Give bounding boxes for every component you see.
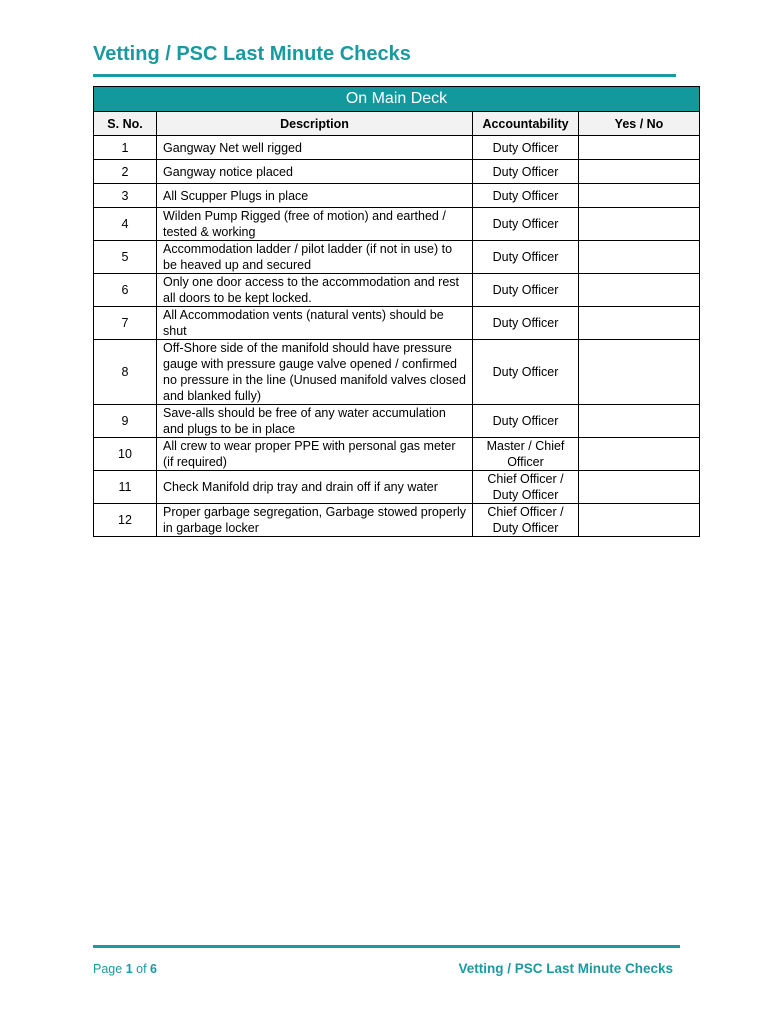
row-description: Proper garbage segregation, Garbage stowed properly in garbage locker (157, 504, 473, 537)
footer-title: Vetting / PSC Last Minute Checks (458, 961, 673, 976)
page-of: of (136, 962, 147, 976)
table-row (94, 160, 700, 184)
row-yesno[interactable] (579, 405, 700, 438)
row-accountability: Duty Officer (473, 241, 579, 274)
row-sno: 10 (94, 438, 157, 471)
row-description: All Accommodation vents (natural vents) should be shut (157, 307, 473, 340)
table-row (94, 136, 700, 160)
row-sno: 4 (94, 208, 157, 241)
table-row (94, 307, 700, 340)
row-description: Save-alls should be free of any water accumulation and plugs to be in place (157, 405, 473, 438)
row-description: Gangway Net well rigged (157, 136, 473, 160)
row-sno: 12 (94, 504, 157, 537)
table-row (94, 471, 700, 504)
row-description: All crew to wear proper PPE with personal gas meter (if required) (157, 438, 473, 471)
row-sno: 7 (94, 307, 157, 340)
row-sno: 8 (94, 340, 157, 405)
row-sno: 2 (94, 160, 157, 184)
column-header-yesno: Yes / No (579, 112, 700, 136)
row-yesno[interactable] (579, 340, 700, 405)
row-description: All Scupper Plugs in place (157, 184, 473, 208)
row-accountability: Duty Officer (473, 184, 579, 208)
row-description: Check Manifold drip tray and drain off if any water (157, 471, 473, 504)
table-row (94, 438, 700, 471)
row-accountability: Duty Officer (473, 136, 579, 160)
row-sno: 1 (94, 136, 157, 160)
row-sno: 5 (94, 241, 157, 274)
table-row (94, 184, 700, 208)
row-yesno[interactable] (579, 136, 700, 160)
row-accountability: Chief Officer / Duty Officer (473, 504, 579, 537)
page-indicator (93, 962, 157, 976)
table-row (94, 504, 700, 537)
row-yesno[interactable] (579, 307, 700, 340)
row-yesno[interactable] (579, 184, 700, 208)
table-row (94, 274, 700, 307)
row-description: Only one door access to the accommodation and rest all doors to be kept locked. (157, 274, 473, 307)
row-accountability: Master / Chief Officer (473, 438, 579, 471)
row-yesno[interactable] (579, 274, 700, 307)
table-row (94, 340, 700, 405)
row-yesno[interactable] (579, 208, 700, 241)
row-yesno[interactable] (579, 438, 700, 471)
table-row (94, 208, 700, 241)
row-yesno[interactable] (579, 471, 700, 504)
row-yesno[interactable] (579, 504, 700, 537)
document-title: Vetting / PSC Last Minute Checks (93, 43, 411, 65)
footer-divider (93, 945, 680, 948)
column-header-description: Description (157, 112, 473, 136)
checklist-table (93, 86, 700, 537)
row-yesno[interactable] (579, 241, 700, 274)
page-current: 1 (125, 962, 133, 976)
row-accountability: Chief Officer / Duty Officer (473, 471, 579, 504)
title-divider (93, 74, 676, 77)
table-row (94, 241, 700, 274)
column-header-row (94, 112, 700, 136)
section-header-row (94, 87, 700, 112)
table-row (94, 405, 700, 438)
row-accountability: Duty Officer (473, 405, 579, 438)
row-accountability: Duty Officer (473, 160, 579, 184)
row-sno: 6 (94, 274, 157, 307)
row-accountability: Duty Officer (473, 307, 579, 340)
row-accountability: Duty Officer (473, 340, 579, 405)
row-accountability: Duty Officer (473, 274, 579, 307)
page-label: Page (93, 962, 123, 976)
row-sno: 3 (94, 184, 157, 208)
column-header-sno: S. No. (94, 112, 157, 136)
row-description: Gangway notice placed (157, 160, 473, 184)
row-description: Off-Shore side of the manifold should have pressure gauge with pressure gauge valve opened / confirmed no pressure in the line (Unused manifold valves closed and blanked fully) (157, 340, 473, 405)
row-description: Wilden Pump Rigged (free of motion) and earthed / tested & working (157, 208, 473, 241)
row-sno: 9 (94, 405, 157, 438)
row-yesno[interactable] (579, 160, 700, 184)
row-accountability: Duty Officer (473, 208, 579, 241)
section-title: On Main Deck (94, 87, 700, 112)
page-total: 6 (150, 962, 157, 976)
row-description: Accommodation ladder / pilot ladder (if not in use) to be heaved up and secured (157, 241, 473, 274)
column-header-accountability: Accountability (473, 112, 579, 136)
row-sno: 11 (94, 471, 157, 504)
